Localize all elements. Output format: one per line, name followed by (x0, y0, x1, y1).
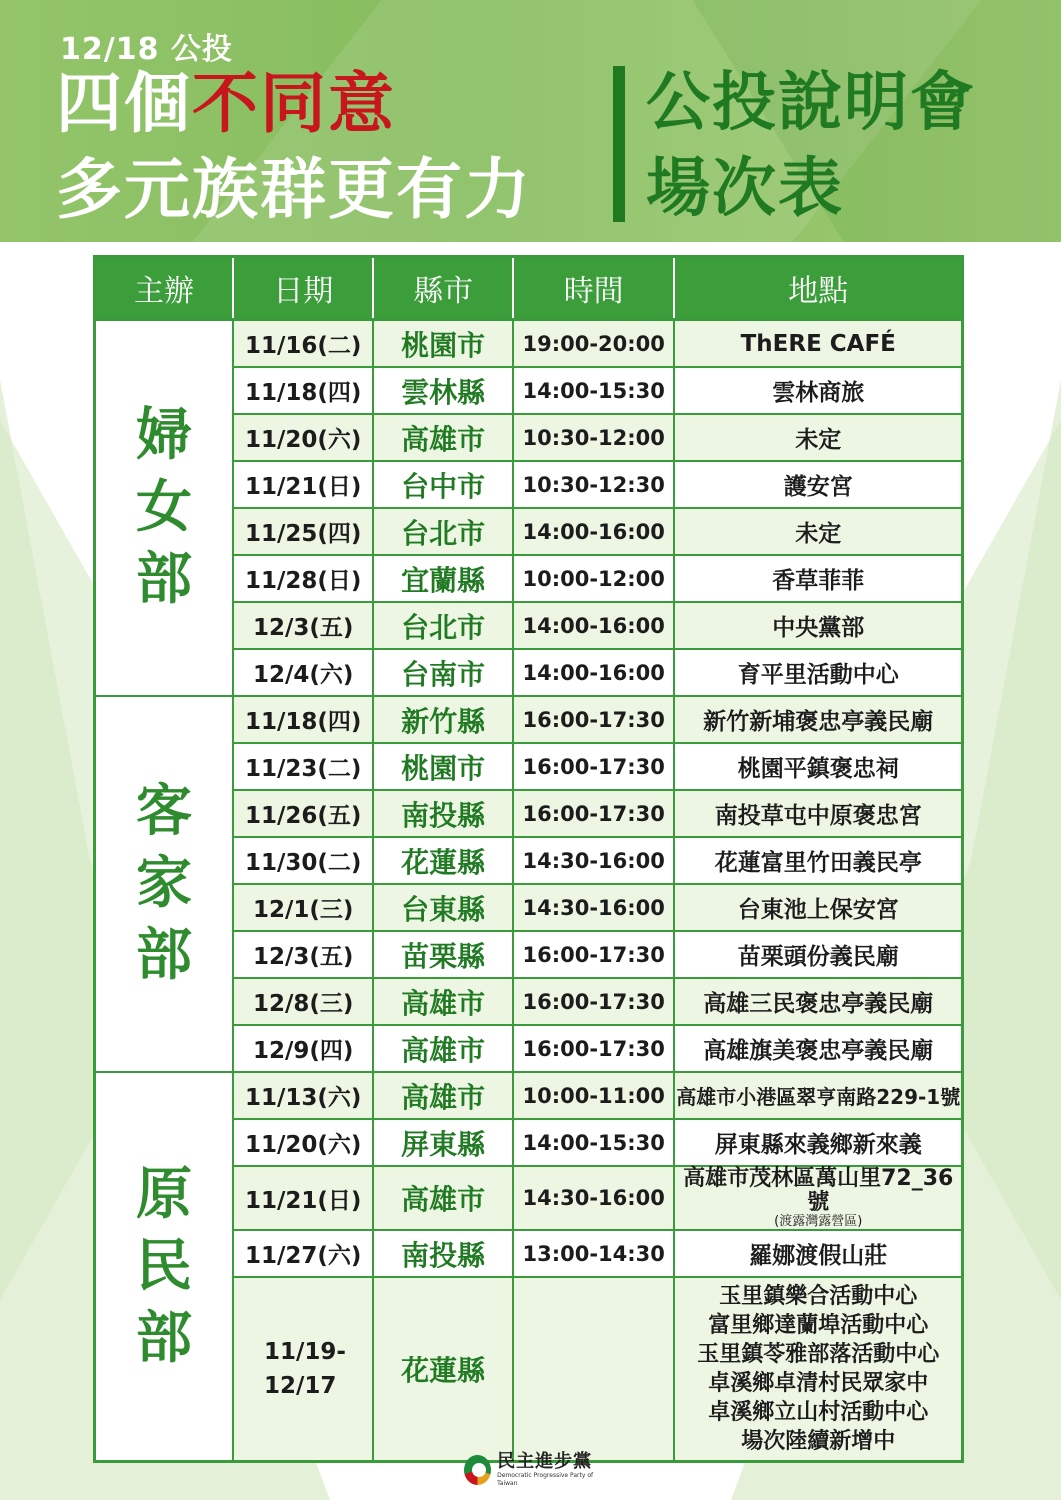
date-cell: 11/18(四) (233, 696, 373, 743)
date-cell: 11/21(日) (233, 1166, 373, 1230)
city-cell: 桃園市 (373, 743, 512, 790)
place-cell (674, 649, 962, 696)
date-cell: 12/4(六) (233, 649, 373, 696)
place-line: 卓溪鄉卓清村民眾家中 (708, 1371, 929, 1396)
time-cell: 14:30-16:00 (513, 837, 675, 884)
page-title-line-2: 場次表 (646, 152, 844, 226)
time-cell: 10:00-11:00 (513, 1072, 675, 1119)
place-cell (674, 1072, 962, 1119)
party-emblem-icon (464, 1455, 491, 1485)
organizer-char: 原 (135, 1161, 192, 1227)
place-line: 場次陸續新增中 (741, 1429, 896, 1454)
time-cell: 16:00-17:30 (513, 1025, 675, 1072)
date-cell: 11/13(六) (233, 1072, 373, 1119)
city-cell: 高雄市 (373, 1166, 512, 1230)
table-row (95, 1072, 963, 1119)
header-banner (0, 0, 1061, 242)
date-cell: 11/23(二) (233, 743, 373, 790)
place-cell (674, 1277, 962, 1462)
organizer-char: 婦 (135, 403, 192, 468)
date-cell: 11/27(六) (233, 1230, 373, 1277)
place-cell (674, 837, 962, 884)
place-cell (674, 414, 962, 461)
place-text: 高雄市小港區翠亨南路229-1號 (676, 1085, 961, 1109)
date-cell: 11/21(日) (233, 461, 373, 508)
city-cell: 台北市 (373, 602, 512, 649)
organizer-cell (95, 320, 233, 697)
place-text: 高雄市茂林區萬山里72_36號 (683, 1166, 954, 1215)
place-text: 未定 (795, 427, 842, 453)
date-cell (233, 1277, 373, 1462)
date-cell: 11/28(日) (233, 555, 373, 602)
time-cell (513, 1277, 675, 1462)
place-cell (674, 743, 962, 790)
time-cell: 14:00-16:00 (513, 649, 675, 696)
slogan-line-2: 多元族群更有力 (56, 151, 532, 228)
party-logo (464, 1452, 604, 1488)
col-header-date: 日期 (233, 257, 373, 320)
place-text: 台東池上保安宮 (737, 897, 899, 923)
city-cell: 台中市 (373, 461, 512, 508)
organizer-char: 部 (135, 547, 192, 612)
place-text: 羅娜渡假山莊 (749, 1243, 888, 1269)
date-cell: 11/26(五) (233, 790, 373, 837)
title-divider (613, 66, 625, 222)
city-cell: 桃園市 (373, 320, 512, 368)
schedule-table (93, 255, 964, 1463)
city-cell: 台北市 (373, 508, 512, 555)
place-text: 花蓮富里竹田義民亭 (714, 850, 922, 876)
date-cell: 11/25(四) (233, 508, 373, 555)
place-cell (674, 602, 962, 649)
date-cell: 12/1(三) (233, 884, 373, 931)
time-cell: 14:30-16:00 (513, 884, 675, 931)
col-header-city: 縣市 (373, 257, 512, 320)
organizer-char: 部 (135, 1305, 192, 1371)
party-name-en: Democratic Progressive Party of Taiwan (497, 1472, 594, 1487)
time-cell: 14:00-16:00 (513, 602, 675, 649)
place-cell (674, 1119, 962, 1166)
place-text: 南投草屯中原褒忠宮 (714, 803, 922, 829)
time-cell: 10:00-12:00 (513, 555, 675, 602)
date-line: 11/19- (263, 1339, 346, 1365)
place-text: 未定 (795, 521, 842, 547)
place-line: 玉里鎮苓雅部落活動中心 (697, 1342, 940, 1367)
time-cell: 14:00-15:30 (513, 1119, 675, 1166)
time-cell: 16:00-17:30 (513, 696, 675, 743)
slogan-part-1: 四個 (56, 65, 192, 142)
city-cell: 雲林縣 (373, 367, 512, 414)
place-text: 苗栗頭份義民廟 (737, 944, 899, 970)
city-cell: 花蓮縣 (373, 837, 512, 884)
place-text: 中央黨部 (772, 615, 865, 641)
city-cell: 高雄市 (373, 978, 512, 1025)
time-cell: 16:00-17:30 (513, 978, 675, 1025)
city-cell: 新竹縣 (373, 696, 512, 743)
place-cell (674, 1166, 962, 1230)
city-cell: 宜蘭縣 (373, 555, 512, 602)
date-cell: 11/16(二) (233, 320, 373, 368)
city-cell: 高雄市 (373, 1025, 512, 1072)
city-cell: 苗栗縣 (373, 931, 512, 978)
col-header-time: 時間 (513, 257, 675, 320)
place-cell (674, 696, 962, 743)
date-cell: 12/3(五) (233, 602, 373, 649)
slogan-line-1 (56, 66, 396, 142)
date-cell: 12/3(五) (233, 931, 373, 978)
place-text: 高雄旗美褒忠亭義民廟 (703, 1038, 934, 1064)
time-cell: 14:30-16:00 (513, 1166, 675, 1230)
page-title-line-1: 公投說明會 (646, 66, 976, 140)
place-text: 屏東縣來義鄉新來義 (714, 1132, 922, 1158)
place-line: 玉里鎮樂合活動中心 (719, 1284, 918, 1309)
date-cell: 11/18(四) (233, 367, 373, 414)
place-text: 雲林商旅 (772, 380, 865, 406)
organizer-cell (95, 696, 233, 1072)
date-cell: 11/20(六) (233, 1119, 373, 1166)
time-cell: 13:00-14:30 (513, 1230, 675, 1277)
city-cell: 台南市 (373, 649, 512, 696)
city-cell: 台東縣 (373, 884, 512, 931)
time-cell: 16:00-17:30 (513, 931, 675, 978)
place-cell (674, 508, 962, 555)
table-body (95, 320, 963, 1462)
date-cell: 11/20(六) (233, 414, 373, 461)
time-cell: 16:00-17:30 (513, 790, 675, 837)
place-line: 卓溪鄉立山村活動中心 (708, 1400, 929, 1425)
place-cell (674, 320, 962, 368)
table-header-row (95, 257, 963, 320)
city-cell: 花蓮縣 (373, 1277, 512, 1462)
organizer-char: 部 (135, 923, 192, 988)
date-cell: 12/8(三) (233, 978, 373, 1025)
place-line: 富里鄉達蘭埠活動中心 (708, 1313, 929, 1338)
place-cell (674, 978, 962, 1025)
referendum-date: 12/18 公投 (60, 32, 233, 67)
col-header-organizer: 主辦 (95, 257, 233, 320)
time-cell: 10:30-12:00 (513, 414, 675, 461)
time-cell: 14:00-16:00 (513, 508, 675, 555)
place-text: 護安宮 (783, 474, 853, 500)
place-cell (674, 367, 962, 414)
party-name: 民主進步黨 (497, 1451, 593, 1472)
city-cell: 高雄市 (373, 1072, 512, 1119)
place-text: ThERE CAFÉ (740, 330, 896, 357)
organizer-cell (95, 1072, 233, 1462)
place-text: 桃園平鎮褒忠祠 (737, 756, 899, 782)
organizer-char: 女 (135, 475, 192, 540)
organizer-char: 民 (135, 1233, 192, 1299)
place-text: 育平里活動中心 (737, 662, 899, 688)
organizer-char: 客 (135, 779, 192, 844)
place-text: 高雄三民褒忠亭義民廟 (703, 991, 934, 1017)
place-cell (674, 1230, 962, 1277)
table-row (95, 320, 963, 368)
place-cell (674, 884, 962, 931)
place-cell (674, 555, 962, 602)
place-note: (渡露灣露營區) (774, 1214, 863, 1229)
date-cell: 11/30(二) (233, 837, 373, 884)
date-cell: 12/9(四) (233, 1025, 373, 1072)
place-cell (674, 1025, 962, 1072)
city-cell: 屏東縣 (373, 1119, 512, 1166)
col-header-place: 地點 (674, 257, 962, 320)
organizer-char: 家 (135, 851, 192, 916)
table-row (95, 696, 963, 743)
place-cell (674, 790, 962, 837)
place-cell (674, 461, 962, 508)
place-text: 香草菲菲 (772, 568, 865, 594)
city-cell: 高雄市 (373, 414, 512, 461)
slogan-part-2: 不同意 (192, 65, 396, 142)
time-cell: 19:00-20:00 (513, 320, 675, 368)
time-cell: 14:00-15:30 (513, 367, 675, 414)
place-cell (674, 931, 962, 978)
date-line: 12/17 (263, 1373, 337, 1399)
city-cell: 南投縣 (373, 790, 512, 837)
time-cell: 10:30-12:30 (513, 461, 675, 508)
city-cell: 南投縣 (373, 1230, 512, 1277)
time-cell: 16:00-17:30 (513, 743, 675, 790)
place-text: 新竹新埔褒忠亭義民廟 (703, 709, 934, 735)
